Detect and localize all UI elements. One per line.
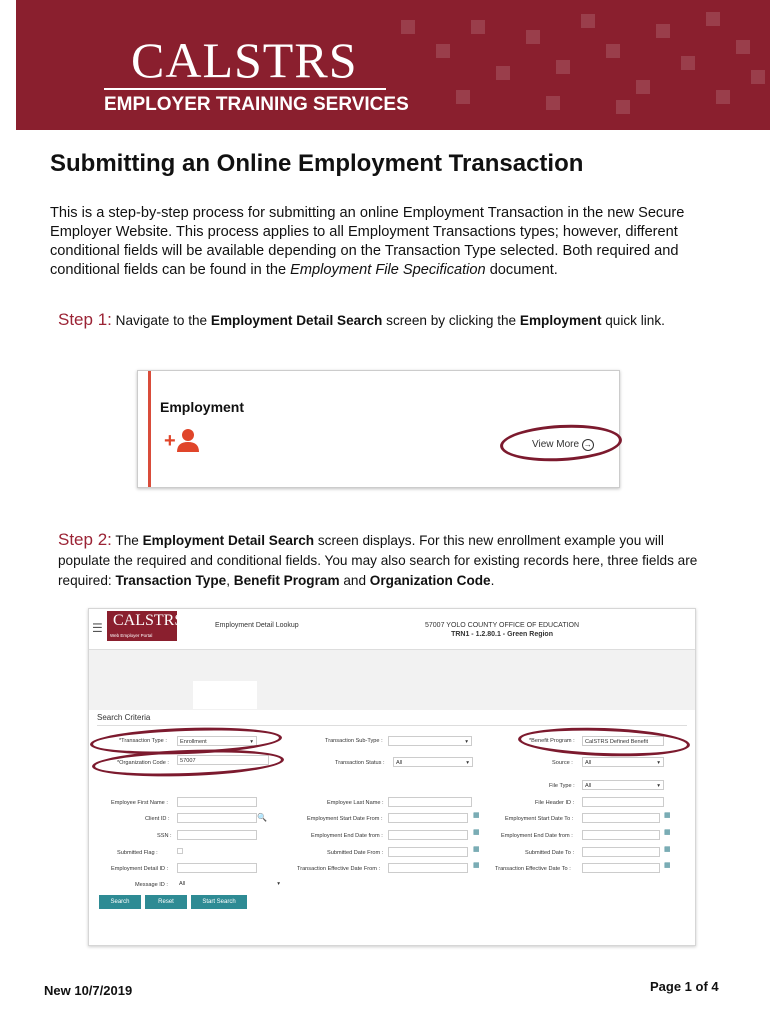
chevron-down-icon: ▾ <box>277 881 280 887</box>
reset-button[interactable]: Reset <box>145 895 187 909</box>
submitted-flag-label: Submitted Flag : <box>117 850 158 856</box>
submitted-to-input[interactable] <box>582 847 660 857</box>
start-search-button[interactable]: Start Search <box>191 895 247 909</box>
step-2 <box>58 530 718 591</box>
chevron-down-icon: ▾ <box>657 783 660 789</box>
calendar-icon[interactable]: ▦ <box>664 812 671 819</box>
employee-last-name-input[interactable] <box>388 797 472 807</box>
step-1-label: Step 1: <box>58 310 112 329</box>
message-id-value: All <box>179 881 186 887</box>
calendar-icon[interactable]: ▦ <box>473 812 480 819</box>
emp-end-to-input[interactable] <box>582 830 660 840</box>
step-2-label: Step 2: <box>58 530 112 549</box>
app-gray-area <box>89 650 695 710</box>
card-heading: Employment <box>160 399 245 415</box>
transaction-type-label: *Transaction Type : <box>119 738 167 744</box>
transaction-status-value: All <box>396 760 403 766</box>
intro-doc-link: Employment File Specification <box>290 262 486 278</box>
client-id-input[interactable] <box>177 813 257 823</box>
step-2-text: screen displays. For this new enrollment example you will populate the required and conditional fields. You may also search for existing records here, three fields are required: <box>58 533 698 588</box>
svg-text:+: + <box>164 430 176 452</box>
benefit-program-label: *Benefit Program : <box>529 738 575 744</box>
step-2-bold: Organization Code <box>369 573 491 588</box>
file-header-id-label: File Header ID : <box>535 800 575 806</box>
view-more-label: View More <box>532 439 580 450</box>
calendar-icon[interactable]: ▦ <box>473 829 480 836</box>
benefit-program-value: CalSTRS Defined Benefit <box>585 739 649 745</box>
emp-start-to-input[interactable] <box>582 813 660 823</box>
step-2-bold: Employment Detail Search <box>142 533 315 548</box>
step-1-bold: Employment Detail Search <box>210 313 383 328</box>
chevron-down-icon: ▾ <box>466 760 469 766</box>
client-id-label: Client ID : <box>145 816 170 822</box>
chevron-down-icon: ▾ <box>250 739 253 745</box>
submitted-to-label: Submitted Date To : <box>525 850 575 856</box>
card-accent-bar <box>148 371 151 487</box>
add-person-icon[interactable] <box>164 427 200 458</box>
file-type-value: All <box>585 783 592 789</box>
search-button[interactable]: Search <box>99 895 141 909</box>
emp-start-from-label: Employment Start Date From : <box>307 816 383 822</box>
trans-eff-to-input[interactable] <box>582 863 660 873</box>
employment-detail-screenshot <box>88 608 696 946</box>
org-info <box>425 621 579 639</box>
message-id-select[interactable] <box>177 879 283 889</box>
logo-divider <box>104 88 386 90</box>
transaction-subtype-select[interactable] <box>388 736 472 746</box>
emp-detail-id-label: Employment Detail ID : <box>111 866 169 872</box>
emp-end-from-label: Employment End Date from : <box>311 833 383 839</box>
employee-first-name-input[interactable] <box>177 797 257 807</box>
calendar-icon[interactable]: ▦ <box>473 862 480 869</box>
chevron-down-icon: ▾ <box>465 739 468 745</box>
step-2-text: . <box>490 573 495 588</box>
emp-end-to-label: Employment End Date from : <box>501 833 573 839</box>
calendar-icon[interactable]: ▦ <box>664 862 671 869</box>
file-type-select[interactable] <box>582 780 664 790</box>
submitted-flag-checkbox[interactable] <box>177 848 183 854</box>
calendar-icon[interactable]: ▦ <box>664 846 671 853</box>
app-logo-text: CALSTRS <box>113 612 184 629</box>
search-icon[interactable]: 🔍 <box>257 813 267 822</box>
org-region: TRN1 - 1.2.80.1 - Green Region <box>451 631 553 638</box>
search-criteria-heading: Search Criteria <box>97 713 151 722</box>
menu-icon[interactable]: ☰ <box>92 621 103 635</box>
transaction-type-value: Enrollment <box>180 739 207 745</box>
employee-last-name-label: Employee Last Name : <box>327 800 384 806</box>
source-label: Source : <box>552 760 573 766</box>
trans-eff-to-label: Transaction Effective Date To : <box>495 866 571 872</box>
app-white-block <box>193 681 257 709</box>
emp-start-to-label: Employment Start Date To : <box>505 816 574 822</box>
emp-start-from-input[interactable] <box>388 813 468 823</box>
message-id-label: Message ID : <box>135 882 168 888</box>
step-2-bold: Benefit Program <box>233 573 340 588</box>
org-code-label: *Organization Code : <box>117 760 169 766</box>
section-divider <box>97 725 687 726</box>
page-title: Submitting an Online Employment Transaction <box>50 150 584 177</box>
transaction-subtype-label: Transaction Sub-Type : <box>325 738 383 744</box>
arrow-circle-right-icon: → <box>583 440 592 449</box>
org-code-value: 57007 <box>180 758 196 764</box>
file-header-id-input[interactable] <box>582 797 664 807</box>
transaction-status-select[interactable] <box>393 757 473 767</box>
step-1-text: screen by clicking the <box>382 313 520 328</box>
step-1-bold: Employment <box>519 313 602 328</box>
step-1 <box>58 310 718 331</box>
calendar-icon[interactable]: ▦ <box>473 846 480 853</box>
intro-text-end: document. <box>485 262 558 278</box>
step-1-text: Navigate to the <box>111 313 211 328</box>
step-2-text: The <box>111 533 143 548</box>
ssn-label: SSN : <box>157 833 172 839</box>
footer-date: New 10/7/2019 <box>44 983 133 998</box>
chevron-down-icon: ▾ <box>657 760 660 766</box>
step-1-text: quick link. <box>601 313 665 328</box>
banner-subtitle: EMPLOYER TRAINING SERVICES <box>104 94 409 115</box>
app-header <box>89 609 695 650</box>
app-page-title: Employment Detail Lookup <box>215 622 299 629</box>
employee-first-name-label: Employee First Name : <box>111 800 168 806</box>
emp-end-from-input[interactable] <box>388 830 468 840</box>
app-logo-sub: Web Employer Portal <box>110 633 153 638</box>
app-logo <box>107 611 184 641</box>
emp-detail-id-input[interactable] <box>177 863 257 873</box>
file-type-label: File Type : <box>549 783 575 789</box>
ssn-input[interactable] <box>177 830 257 840</box>
source-select[interactable] <box>582 757 664 767</box>
step-2-bold: Transaction Type <box>115 573 227 588</box>
submitted-from-label: Submitted Date From : <box>327 850 384 856</box>
calendar-icon[interactable]: ▦ <box>664 829 671 836</box>
intro-text: This is a step-by-step process for submitting an online Employment Transaction in the new Secure Employer Website. This process applies to all Employment Transactions types; however, different conditional fields will be available depending on the Transaction Type selected. Both required and conditional fields can be found in the <box>50 205 685 278</box>
submitted-from-input[interactable] <box>388 847 468 857</box>
intro-paragraph <box>50 204 730 280</box>
header-banner <box>16 0 770 130</box>
trans-eff-from-input[interactable] <box>388 863 468 873</box>
calstrs-logo: CALSTRS <box>131 32 358 88</box>
trans-eff-from-label: Transaction Effective Date From : <box>297 866 381 872</box>
source-value: All <box>585 760 592 766</box>
step-2-text: and <box>339 573 370 588</box>
footer-page-number: Page 1 of 4 <box>650 979 719 994</box>
transaction-status-label: Transaction Status : <box>335 760 385 766</box>
org-name: 57007 YOLO COUNTY OFFICE OF EDUCATION <box>425 622 580 629</box>
step-2-text: , <box>226 573 234 588</box>
